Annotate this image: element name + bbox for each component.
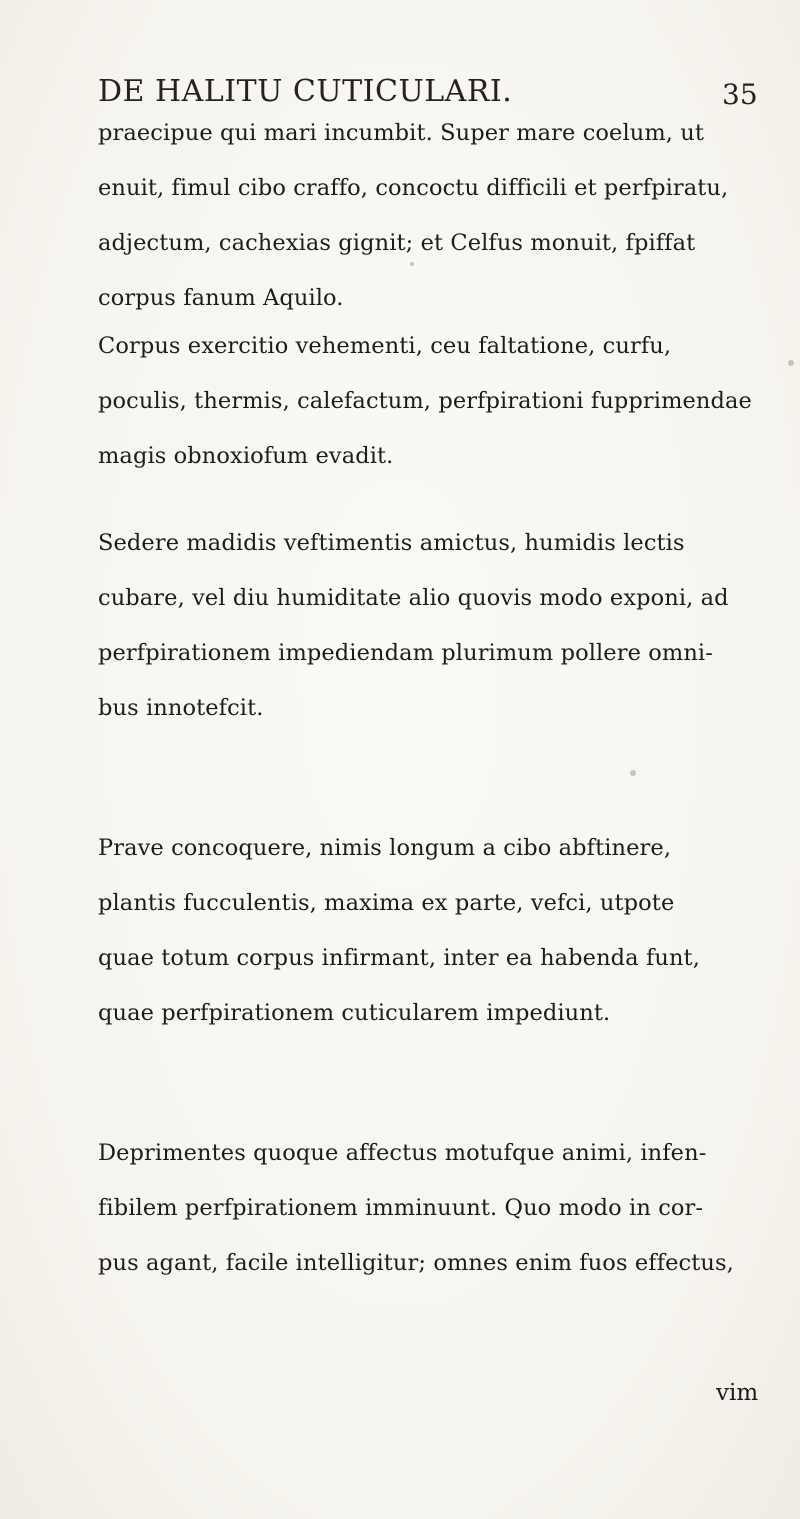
running-title: DE HALITU CUTICULARI.: [98, 74, 513, 109]
text-line: adjectum, cachexias gignit; et Celfus monuit, fpiffat: [98, 230, 696, 256]
text-line: plantis fucculentis, maxima ex parte, vefci, utpote: [98, 890, 675, 916]
text-line: corpus fanum Aquilo.: [98, 285, 344, 311]
paper-speck: [788, 360, 794, 366]
text-line: praecipue qui mari incumbit. Super mare coelum, ut: [98, 120, 705, 146]
text-line: poculis, thermis, calefactum, perfpirationi fupprimendae: [98, 388, 752, 414]
text-line: magis obnoxiofum evadit.: [98, 443, 394, 469]
paper-speck: [630, 770, 636, 776]
catchword: vim: [716, 1380, 759, 1406]
text-line: Sedere madidis veftimentis amictus, humidis lectis: [98, 530, 685, 556]
text-line: enuit, fimul cibo craffo, concoctu difficili et perfpiratu,: [98, 175, 729, 201]
text-line: fibilem perfpirationem imminuunt. Quo modo in cor-: [98, 1195, 704, 1221]
text-line: perfpirationem impediendam plurimum pollere omni-: [98, 640, 713, 666]
page-number: 35: [722, 78, 758, 111]
paper-speck: [410, 262, 414, 266]
text-line: quae totum corpus infirmant, inter ea habenda funt,: [98, 945, 700, 971]
text-line: quae perfpirationem cuticularem impediunt.: [98, 1000, 611, 1026]
text-line: pus agant, facile intelligitur; omnes enim fuos effectus,: [98, 1250, 734, 1276]
text-line: Deprimentes quoque affectus motufque animi, infen-: [98, 1140, 707, 1166]
text-line: Corpus exercitio vehementi, ceu faltatione, curfu,: [98, 333, 672, 359]
text-line: bus innotefcit.: [98, 695, 264, 721]
text-line: Prave concoquere, nimis longum a cibo abftinere,: [98, 835, 672, 861]
text-line: cubare, vel diu humiditate alio quovis modo exponi, ad: [98, 585, 729, 611]
